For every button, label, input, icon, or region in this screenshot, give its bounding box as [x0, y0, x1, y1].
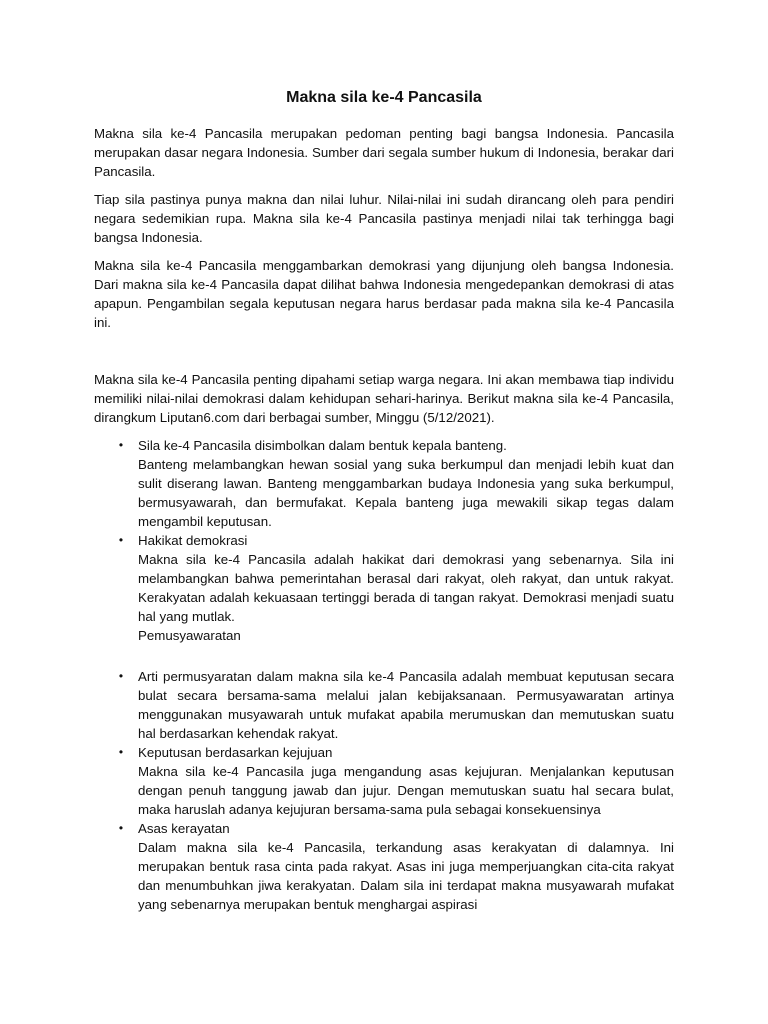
- list-item: [94, 531, 674, 645]
- list-item: [94, 819, 674, 914]
- list-item-text: Dalam makna sila ke-4 Pancasila, terkandung asas kerakyatan di dalamnya. Ini merupakan bentuk rasa cinta pada rakyat. Asas ini juga memperjuangkan cita-cita rakyat dan menumbuhkan jiwa kerakyatan. Dalam sila ini terdapat makna musyawarah mufakat yang sebenarnya merupakan bentuk menghargai aspirasi: [138, 840, 674, 912]
- paragraph-summary: Makna sila ke-4 Pancasila penting dipahami setiap warga negara. Ini akan membawa tiap individu memiliki nilai-nilai demokrasi dalam kehidupan sehari-harinya. Berikut makna sila ke-4 Pancasila, dirangkum Liputan6.com dari berbagai sumber, Minggu (5/12/2021).: [94, 372, 674, 425]
- document-title: Makna sila ke-4 Pancasila: [286, 89, 482, 106]
- list-item: [94, 667, 674, 743]
- list-item: [94, 436, 674, 531]
- bullet-icon: •: [118, 745, 124, 759]
- list-item-text: Banteng melambangkan hewan sosial yang suka berkumpul dan menjadi lebih kuat dan sulit diserang lawan. Banteng menggambarkan budaya Indonesia yang suka berkumpul, bermusyawarah, dan bermufakat. Kepala banteng juga mewakili sikap tegas dalam mengambil keputusan.: [138, 457, 674, 529]
- list-item-text: Makna sila ke-4 Pancasila adalah hakikat dari demokrasi yang sebenarnya. Sila ini melambangkan bahwa pemerintahan berasal dari rakyat, oleh rakyat, dan untuk rakyat. Kerakyatan adalah kekuasaan tertinggi berada di tangan rakyat. Demokrasi menjadi suatu hal yang mutlak.: [138, 552, 674, 624]
- bullet-icon: •: [118, 669, 124, 683]
- list-item: [94, 743, 674, 819]
- bullet-icon: •: [118, 821, 124, 835]
- document-page: [94, 88, 674, 914]
- paragraph-intro: Makna sila ke-4 Pancasila merupakan pedoman penting bagi bangsa Indonesia. Pancasila merupakan dasar negara Indonesia. Sumber dari segala sumber hukum di Indonesia, berakar dari Pancasila.: [94, 126, 674, 179]
- list-item-text: Arti permusyaratan dalam makna sila ke-4 Pancasila adalah membuat keputusan secara bulat secara bersama-sama melalui jalan kebijaksanaan. Permusyawaratan artinya menggunakan musyawarah untuk mufakat apabila merumuskan dan memutuskan suatu hal berdasarkan kehendak rakyat.: [138, 669, 674, 741]
- list-item-subheading: Pemusyawaratan: [138, 628, 241, 643]
- paragraph-values: Tiap sila pastinya punya makna dan nilai luhur. Nilai-nilai ini sudah dirancang oleh para pendiri negara sedemikian rupa. Makna sila ke-4 Pancasila pastinya menjadi nilai tak terhingga bagi bangsa Indonesia.: [94, 192, 674, 245]
- list-spacer: [94, 645, 674, 667]
- list-item-heading: Asas kerayatan: [138, 821, 230, 836]
- list-item-heading: Sila ke-4 Pancasila disimbolkan dalam bentuk kepala banteng.: [138, 438, 507, 453]
- bullet-icon: •: [118, 438, 124, 452]
- list-item-heading: Hakikat demokrasi: [138, 533, 248, 548]
- meaning-list: [94, 436, 674, 914]
- list-item-heading: Keputusan berdasarkan kejujuan: [138, 745, 333, 760]
- bullet-icon: •: [118, 533, 124, 547]
- list-item-text: Makna sila ke-4 Pancasila juga mengandung asas kejujuran. Menjalankan keputusan dengan penuh tanggung jawab dan jujur. Dengan memutuskan suatu hal secara bulat, maka haruslah adanya kejujuran bersama-sama pula sebagai konsekuensinya: [138, 764, 674, 817]
- paragraph-democracy: Makna sila ke-4 Pancasila menggambarkan demokrasi yang dijunjung oleh bangsa Indonesia. Dari makna sila ke-4 Pancasila dapat dilihat bahwa Indonesia mengedepankan demokrasi di atas apapun. Pengambilan segala keputusan negara harus berdasar pada makna sila ke-4 Pancasila ini.: [94, 258, 674, 330]
